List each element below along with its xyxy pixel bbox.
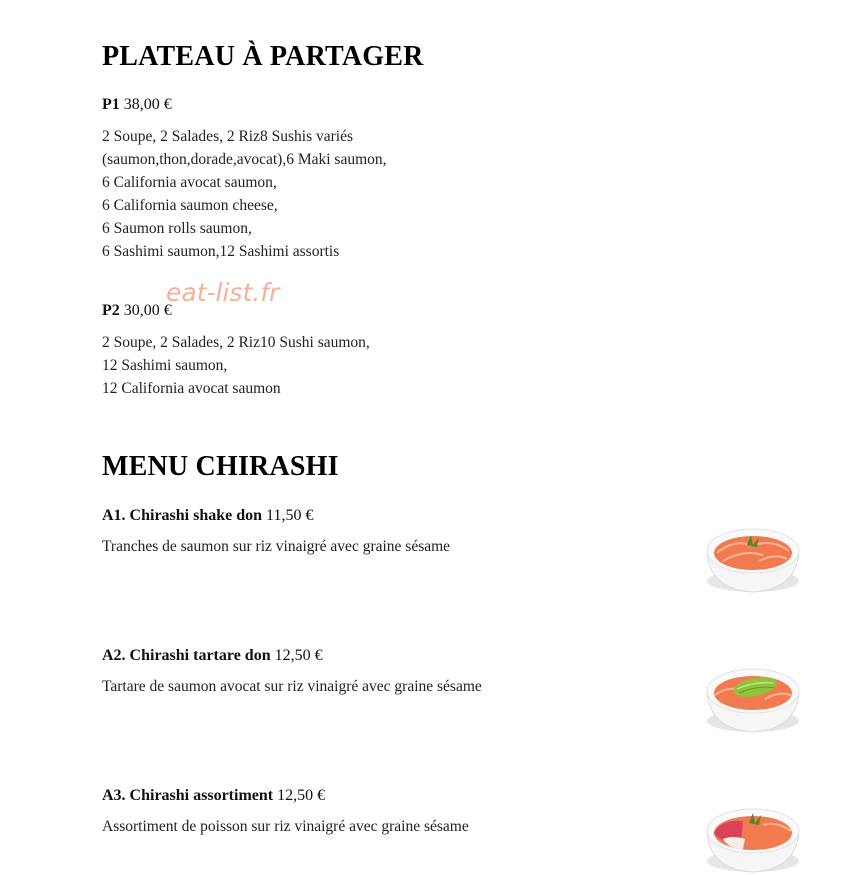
menu-item-price: 30,00 € xyxy=(123,302,172,319)
description-line: 2 Soupe, 2 Salades, 2 Riz10 Sushi saumon, xyxy=(102,334,370,351)
menu-item-price: 38,00 € xyxy=(123,96,172,113)
menu-item-a3-header xyxy=(102,787,325,805)
menu-item-p1-description xyxy=(102,125,387,263)
description-line: (saumon,thon,dorade,avocat),6 Maki saumon, xyxy=(102,151,387,168)
menu-item-name: A2. Chirashi tartare don xyxy=(102,647,271,664)
salmon-chirashi-bowl-icon xyxy=(703,515,803,595)
menu-item-a1-description: Tranches de saumon sur riz vinaigré avec graine sésame xyxy=(102,538,451,555)
menu-item-code: P1 xyxy=(102,96,120,113)
description-line: 6 Sashimi saumon,12 Sashimi assortis xyxy=(102,243,340,260)
assorted-fish-bowl-icon xyxy=(703,795,803,875)
menu-item-a2-description: Tartare de saumon avocat sur riz vinaigré avec graine sésame xyxy=(102,678,482,695)
menu-item-p2-description xyxy=(102,331,370,400)
menu-item-name: A3. Chirashi assortiment xyxy=(102,787,274,804)
description-line: 6 California saumon cheese, xyxy=(102,197,278,214)
menu-item-name: A1. Chirashi shake don xyxy=(102,507,263,524)
menu-item-a3-description: Assortiment de poisson sur riz vinaigré avec graine sésame xyxy=(102,818,469,835)
menu-item-a1-header xyxy=(102,507,313,525)
description-line: 6 California avocat saumon, xyxy=(102,174,277,191)
menu-item-p2-header xyxy=(102,302,172,320)
menu-item-code: P2 xyxy=(102,302,120,319)
salmon-avocado-bowl-icon xyxy=(703,655,803,735)
menu-item-p1-header xyxy=(102,96,172,114)
watermark: eat-list.fr xyxy=(166,278,280,307)
description-line: 2 Soupe, 2 Salades, 2 Riz8 Sushis variés xyxy=(102,128,353,145)
description-line: 12 Sashimi saumon, xyxy=(102,357,228,374)
description-line: 6 Saumon rolls saumon, xyxy=(102,220,252,237)
section-title-chirashi: MENU CHIRASHI xyxy=(102,451,339,482)
menu-item-price: 11,50 € xyxy=(266,507,314,524)
menu-item-price: 12,50 € xyxy=(277,787,326,804)
section-title-plateau: PLATEAU À PARTAGER xyxy=(102,41,424,72)
menu-item-a2-header xyxy=(102,647,323,665)
description-line: 12 California avocat saumon xyxy=(102,380,281,397)
menu-item-price: 12,50 € xyxy=(274,647,323,664)
